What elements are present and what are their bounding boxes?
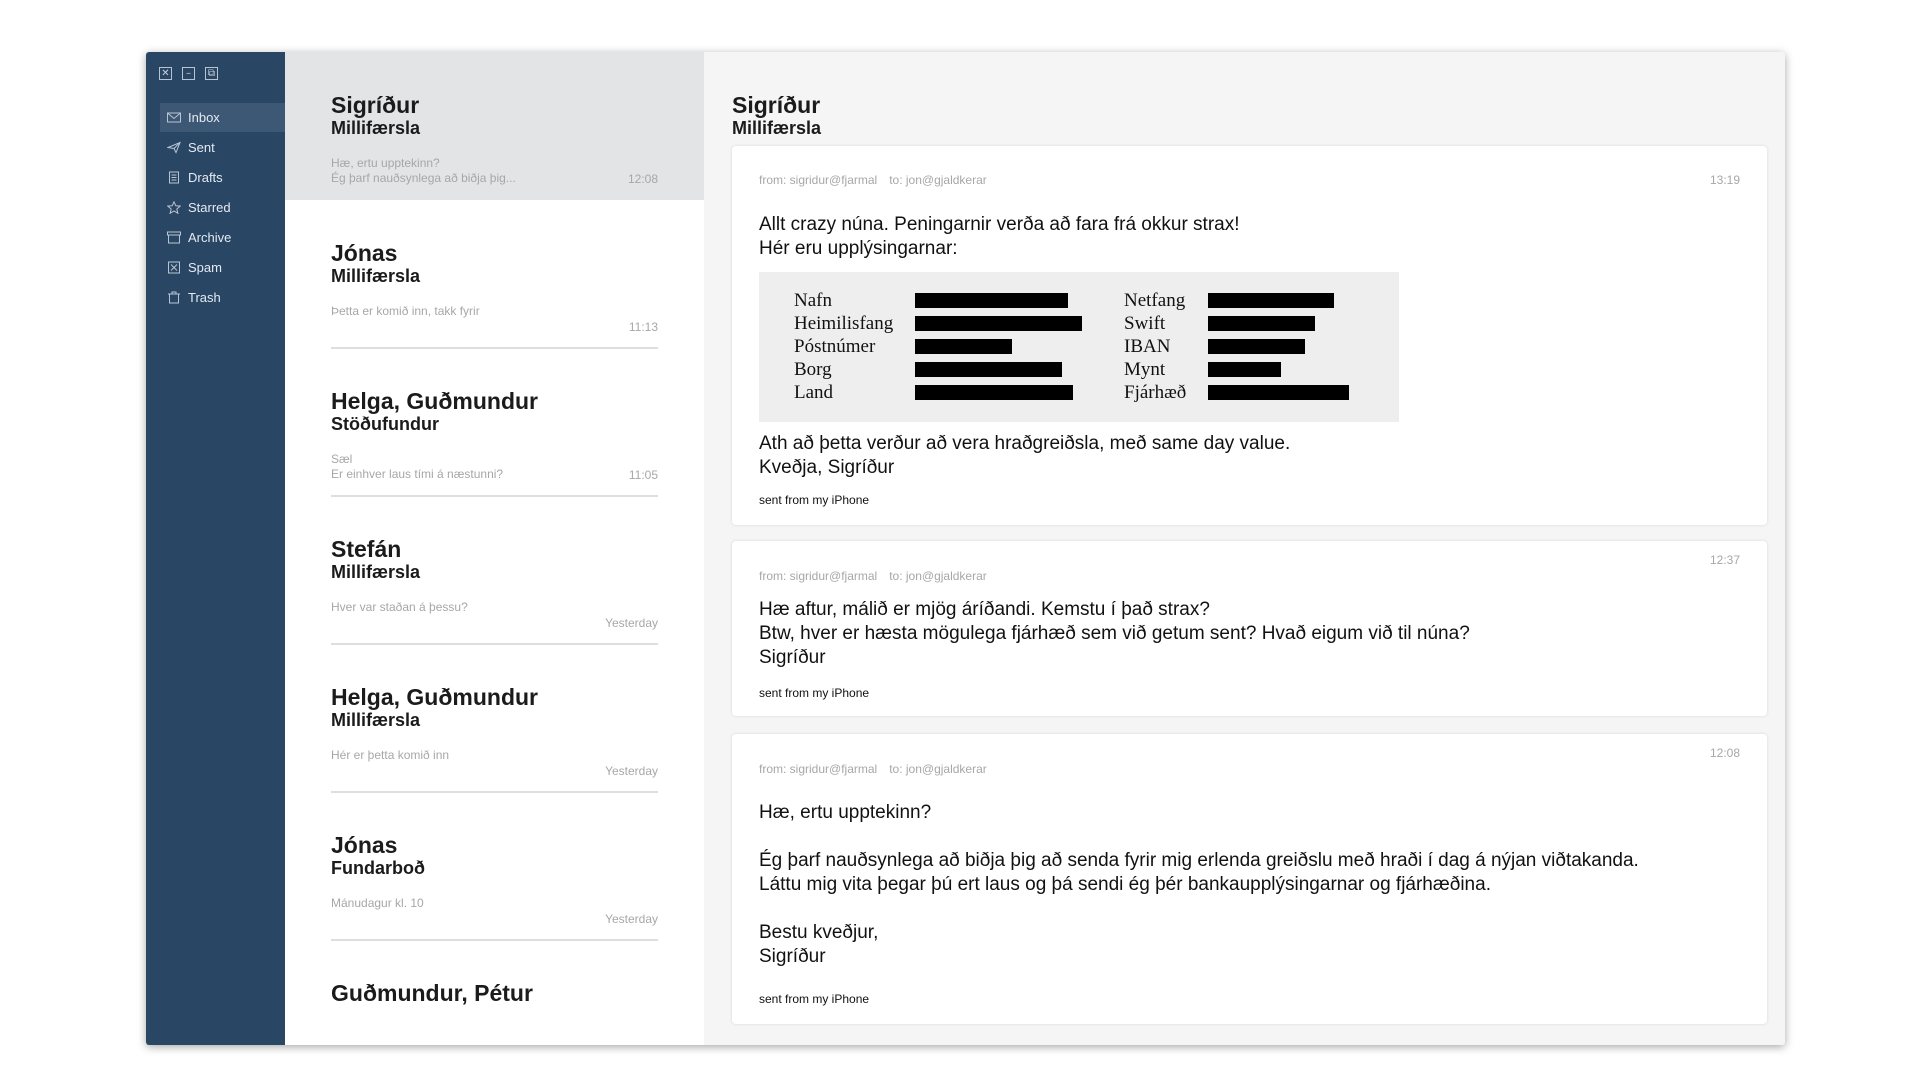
list-item-preview: Hér er þetta komið inn xyxy=(331,748,450,762)
list-item-time: 11:05 xyxy=(628,468,658,482)
sidebar-item-label: Trash xyxy=(188,290,221,305)
sidebar-item-starred[interactable] xyxy=(160,193,285,222)
sidebar-item-archive[interactable] xyxy=(160,223,285,252)
message-body xyxy=(759,801,1740,969)
message-to: to: jon@gjaldkerar xyxy=(889,569,987,583)
message-header xyxy=(759,762,987,776)
body-line xyxy=(759,825,1740,849)
message-from: from: sigridur@fjarmal xyxy=(759,173,878,187)
envelope-icon xyxy=(166,111,181,124)
body-line: Ég þarf nauðsynlega að biðja þig að senda fyrir mig erlenda greiðslu með hraði í dag á nýjan viðtakanda. xyxy=(759,850,1639,871)
message-header xyxy=(759,569,987,583)
folder-nav xyxy=(160,103,285,313)
message-card[interactable] xyxy=(732,146,1767,525)
body-line: Sigríður xyxy=(759,946,826,967)
redacted-value xyxy=(915,316,1082,331)
sidebar-item-label: Starred xyxy=(188,200,231,215)
body-line: Láttu mig vita þegar þú ert laus og þá sendi ég þér bankaupplýsingarnar og fjárhæðina. xyxy=(759,874,1491,895)
list-item[interactable] xyxy=(285,792,704,940)
message-body xyxy=(759,213,1740,261)
redacted-value xyxy=(1208,339,1305,354)
message-header xyxy=(759,173,987,187)
bank-details-right xyxy=(1124,289,1186,404)
sidebar-item-label: Drafts xyxy=(188,170,223,185)
body-line: Hæ aftur, málið er mjög áríðandi. Kemstu í það strax? xyxy=(759,599,1210,620)
list-item[interactable] xyxy=(285,940,704,1045)
field-label: Póstnúmer xyxy=(794,335,876,357)
message-to: to: jon@gjaldkerar xyxy=(889,762,987,776)
redacted-value xyxy=(915,293,1068,308)
list-item-subject: Millifærsla xyxy=(331,266,421,286)
message-to: to: jon@gjaldkerar xyxy=(889,173,987,187)
list-item-preview: Mánudagur kl. 10 xyxy=(331,896,424,910)
list-item-subject: Fundarboð xyxy=(331,858,425,878)
message-body xyxy=(759,432,1740,480)
maximize-window-icon[interactable]: ⧉ xyxy=(205,67,218,80)
list-item-preview: Hæ, ertu upptekinn? Ég þarf nauðsynlega að biðja þig... xyxy=(331,156,516,185)
body-line: Ath að þetta verður að vera hraðgreiðsla, með same day value. xyxy=(759,433,1291,454)
body-line: Allt crazy núna. Peningarnir verða að fara frá okkur strax! xyxy=(759,214,1240,235)
message-from: from: sigridur@fjarmal xyxy=(759,762,878,776)
field-label: Swift xyxy=(1124,312,1166,334)
field-label: Fjárhæð xyxy=(1124,381,1187,403)
list-item-sender: Stefán xyxy=(331,536,402,562)
sidebar-item-spam[interactable] xyxy=(160,253,285,282)
archive-box-icon xyxy=(166,231,181,244)
list-item[interactable] xyxy=(285,644,704,792)
body-line: Hér eru upplýsingarnar: xyxy=(759,238,958,259)
thread-subject: Millifærsla xyxy=(732,118,822,138)
field-label: Netfang xyxy=(1124,289,1186,311)
redacted-value xyxy=(915,362,1062,377)
message-signature: sent from my iPhone xyxy=(759,493,870,507)
list-item-subject: Stöðufundur xyxy=(331,414,439,434)
list-item-time: Yesterday xyxy=(605,764,658,778)
trash-can-icon xyxy=(166,291,181,304)
reading-pane xyxy=(704,52,1785,1045)
sidebar-item-trash[interactable] xyxy=(160,283,285,312)
message-time: 12:08 xyxy=(1709,746,1740,760)
list-item[interactable] xyxy=(285,52,704,200)
message-list xyxy=(285,52,704,1045)
message-from: from: sigridur@fjarmal xyxy=(759,569,878,583)
star-icon xyxy=(166,201,181,214)
list-item-sender: Jónas xyxy=(331,832,398,858)
message-body xyxy=(759,598,1740,670)
list-item-sender: Sigríður xyxy=(331,92,420,118)
document-icon xyxy=(166,171,181,184)
field-label: Heimilisfang xyxy=(794,312,894,334)
list-item-preview: Sæl Er einhver laus tími á næstunni? xyxy=(331,452,504,481)
list-item[interactable] xyxy=(285,496,704,644)
sidebar-item-label: Inbox xyxy=(188,110,220,125)
body-line: Bestu kveðjur, xyxy=(759,922,879,943)
redacted-value xyxy=(1208,362,1281,377)
sidebar-item-drafts[interactable] xyxy=(160,163,285,192)
list-item-time: 11:13 xyxy=(628,320,658,334)
redacted-value xyxy=(915,339,1012,354)
list-item-preview: Þetta er komið inn, takk fyrir xyxy=(331,304,480,318)
field-label: Borg xyxy=(794,358,832,380)
close-window-icon[interactable]: ✕ xyxy=(159,67,172,80)
message-signature: sent from my iPhone xyxy=(759,992,870,1006)
sidebar-item-sent[interactable] xyxy=(160,133,285,162)
body-line: Btw, hver er hæsta mögulega fjárhæð sem við getum sent? Hvað eigum við til núna? xyxy=(759,623,1470,644)
message-time: 13:19 xyxy=(1709,173,1740,187)
list-item-subject: Millifærsla xyxy=(331,562,421,582)
list-item[interactable] xyxy=(285,348,704,496)
field-label: Land xyxy=(794,381,834,403)
sidebar-item-label: Sent xyxy=(188,140,215,155)
list-item[interactable] xyxy=(285,200,704,348)
list-item-sender: Helga, Guðmundur xyxy=(331,684,538,710)
message-signature: sent from my iPhone xyxy=(759,686,870,700)
list-item-time: 12:08 xyxy=(627,172,658,186)
list-item-subject: Millifærsla xyxy=(331,710,421,730)
sidebar-item-label: Archive xyxy=(188,230,232,245)
bank-details-left xyxy=(794,289,893,404)
redacted-value xyxy=(1208,293,1334,308)
list-item-preview: Hver var staðan á þessu? xyxy=(331,600,468,614)
body-line: Sigríður xyxy=(759,647,826,668)
message-card[interactable] xyxy=(732,734,1767,1024)
list-item-sender: Helga, Guðmundur xyxy=(331,388,538,414)
redacted-value xyxy=(1208,385,1349,400)
redacted-value xyxy=(1208,316,1315,331)
sidebar-item-label: Spam xyxy=(188,260,222,275)
list-item-sender: Jónas xyxy=(331,240,398,266)
body-line xyxy=(759,897,1740,921)
bank-details-table xyxy=(759,272,1399,422)
redacted-value xyxy=(915,385,1073,400)
window-controls xyxy=(159,67,218,80)
list-item-time: Yesterday xyxy=(605,912,658,926)
thread-sender: Sigríður xyxy=(732,92,821,118)
field-label: Mynt xyxy=(1124,358,1166,380)
list-item-time: Yesterday xyxy=(605,616,658,630)
sidebar-item-inbox[interactable] xyxy=(160,103,285,132)
body-line: Kveðja, Sigríður xyxy=(759,457,895,478)
list-item-subject: Millifærsla xyxy=(331,118,421,138)
mail-window xyxy=(146,52,1785,1045)
message-time: 12:37 xyxy=(1709,553,1740,567)
paper-plane-icon xyxy=(166,141,181,154)
message-card[interactable] xyxy=(732,541,1767,716)
sidebar xyxy=(146,52,285,1045)
field-label: IBAN xyxy=(1124,335,1171,357)
field-label: Nafn xyxy=(794,289,832,311)
minimize-window-icon[interactable]: – xyxy=(182,67,195,80)
body-line: Hæ, ertu upptekinn? xyxy=(759,802,932,823)
spam-x-icon xyxy=(166,261,181,274)
list-item-sender: Guðmundur, Pétur xyxy=(331,980,533,1006)
